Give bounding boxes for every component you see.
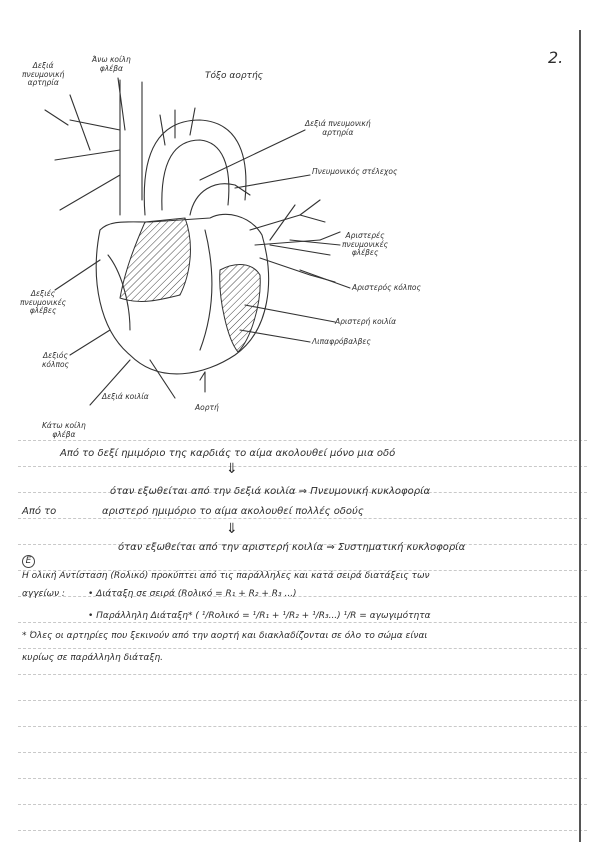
label-inferior-vena-cava: Κάτω κοίλη φλέβα <box>42 421 86 439</box>
note-line-8: * Όλες οι αρτηρίες που ξεκινούν από την αορτή και διακλαδίζονται σε όλο το σώμα είναι <box>22 631 428 641</box>
ruled-line <box>18 674 587 675</box>
ruled-line <box>18 804 587 805</box>
note-line-1: Από το δεξί ημιμόριο της καρδιάς το αίμα ακολουθεί μόνο μια οδό <box>60 448 396 459</box>
ruled-line <box>18 648 587 649</box>
label-aorta: Αορτή <box>195 403 219 412</box>
note-line-7: • Παράλληλη Διάταξη* ( ¹/Rολικό = ¹/R₁ + ¹/R₂ + ¹/R₃...) ¹/R = αγωγιμότητα <box>88 611 431 621</box>
label-aortic-arch: Τόξο αορτής <box>205 71 263 81</box>
note-line-6a: αγγείων : <box>22 589 65 599</box>
ruled-line <box>18 466 587 467</box>
label-superior-vena-cava: Άνω κοίλη φλέβα <box>92 55 131 73</box>
label-valves: Λιπαφρόβαλβες <box>312 337 371 346</box>
label-pulmonary-trunk: Πνευμονικός στέλεχος <box>312 167 398 176</box>
note-line-3a: Από το <box>22 506 57 517</box>
ruled-line <box>18 830 587 831</box>
note-line-3b: αριστερό ημιμόριο το αίμα ακολουθεί πολλές οδούς <box>102 506 364 517</box>
label-right-pulmonary-veins: Δεξιές πνευμονικές φλέβες <box>20 289 67 315</box>
note-line-6b: • Διάταξη σε σειρά (Rολικό = R₁ + R₂ + R₃ ...) <box>88 589 297 599</box>
ruled-line <box>18 778 587 779</box>
label-left-pulmonary-veins: Αριστερές πνευμονικές φλέβες <box>342 231 389 257</box>
note-line-2: όταν εξωθείται από την δεξιά κοιλία ⇒ Πνευμονική κυκλοφορία <box>110 486 431 497</box>
arrow-down-1: ⇓ <box>226 461 238 477</box>
arrow-down-2: ⇓ <box>226 521 238 537</box>
ruled-line <box>18 440 587 441</box>
label-right-pulmonary-artery: Δεξιά πνευμονική αρτηρία <box>305 119 371 137</box>
label-right-pulmonary-artery-top: Δεξιά πνευμονική αρτηρία <box>22 61 65 87</box>
page-number: 2. <box>548 48 564 67</box>
label-right-ventricle: Δεξιά κοιλία <box>102 392 149 401</box>
label-right-atrium: Δεξιός κόλπος <box>42 351 69 369</box>
note-line-9: κυρίως σε παράλληλη διάταξη. <box>22 653 164 663</box>
ruled-line <box>18 752 587 753</box>
label-left-atrium: Αριστερός κόλπος <box>352 283 421 292</box>
note-line-4: όταν εξωθείται από την αριστερή κοιλία ⇒ Συστηματική κυκλοφορία <box>118 542 466 553</box>
ruled-line <box>18 726 587 727</box>
ruled-line <box>18 622 587 623</box>
ruled-line <box>18 518 587 519</box>
note-line-5: Η ολική Αντίσταση (Rολικό) προκύπτει από τις παράλληλες και κατά σειρά διατάξεις των <box>22 571 430 581</box>
ruled-line <box>18 700 587 701</box>
circled-letter: Ε <box>22 555 35 568</box>
label-left-ventricle: Αριστερή κοιλία <box>335 317 397 326</box>
